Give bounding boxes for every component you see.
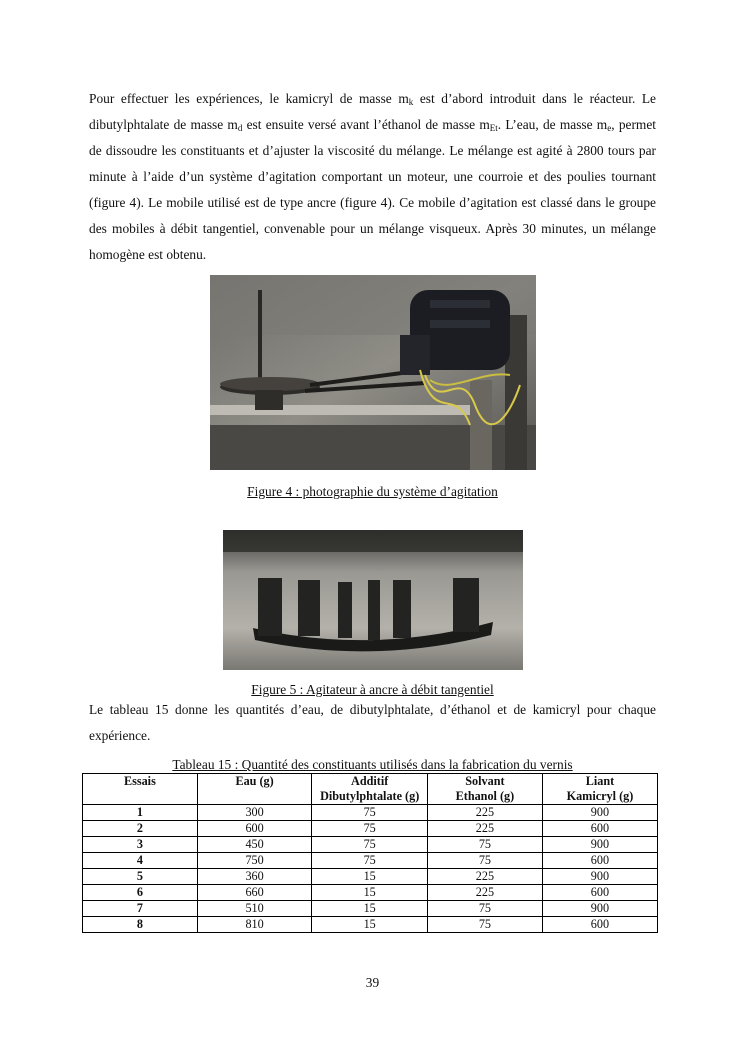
table-cell: 600 [542, 821, 657, 837]
table-cell: 900 [542, 869, 657, 885]
intro-sub-3: Et [489, 123, 498, 133]
agitation-system-photo [210, 275, 536, 470]
table-cell: 15 [312, 901, 428, 917]
table-cell: 75 [427, 853, 542, 869]
figure-4-caption: Figure 4 : photographie du système d’agitation [247, 484, 498, 499]
table-cell: 15 [312, 885, 428, 901]
table-header-row [83, 774, 658, 805]
table-cell: 660 [197, 885, 312, 901]
table-cell: 225 [427, 805, 542, 821]
table-cell: 600 [542, 853, 657, 869]
table-row [83, 869, 658, 885]
intro-sub-2: d [237, 123, 243, 133]
header-solvant [427, 774, 542, 805]
table-cell: 75 [427, 901, 542, 917]
constituents-table [82, 773, 658, 933]
header-kamicryl: Kamicryl (g) [566, 789, 634, 803]
intro-text-2: est d’abord introduit dans le réacteur. Le dibutylphtalate de masse m [89, 91, 656, 132]
table-15-caption: Tableau 15 : Quantité des constituants utilisés dans la fabrication du vernis [172, 757, 573, 772]
header-ethanol: Ethanol (g) [455, 789, 515, 803]
table-cell: 75 [312, 853, 428, 869]
intro-sub-1: k [408, 97, 414, 107]
table-cell: 75 [427, 917, 542, 933]
table-cell: 1 [83, 805, 198, 821]
table-row [83, 917, 658, 933]
table-body [83, 805, 658, 933]
table-cell: 225 [427, 885, 542, 901]
table-cell: 600 [542, 917, 657, 933]
table-cell: 600 [542, 885, 657, 901]
table-row [83, 853, 658, 869]
table-cell: 7 [83, 901, 198, 917]
header-dibutylphtalate: Dibutylphtalate (g) [320, 789, 420, 803]
table-cell: 75 [312, 821, 428, 837]
intro-text-1: Pour effectuer les expériences, le kamicryl de masse m [89, 91, 409, 106]
table-cell: 3 [83, 837, 198, 853]
table-cell: 15 [312, 917, 428, 933]
table-cell: 900 [542, 837, 657, 853]
table-cell: 450 [197, 837, 312, 853]
intro-text-4: . L’eau, de masse m [497, 117, 608, 132]
table-row [83, 837, 658, 853]
table-cell: 75 [427, 837, 542, 853]
table-cell: 2 [83, 821, 198, 837]
table-cell: 75 [312, 805, 428, 821]
table-row [83, 821, 658, 837]
header-solvant-label: Solvant [465, 774, 505, 788]
header-additif [312, 774, 428, 805]
table-cell: 6 [83, 885, 198, 901]
header-eau: Eau (g) [197, 774, 312, 805]
table-row [83, 901, 658, 917]
header-liant [542, 774, 657, 805]
table-cell: 900 [542, 805, 657, 821]
header-liant-label: Liant [585, 774, 615, 788]
table-cell: 4 [83, 853, 198, 869]
page-number: 39 [365, 975, 380, 990]
table-cell: 750 [197, 853, 312, 869]
anchor-agitator-photo [223, 530, 523, 670]
table-cell: 360 [197, 869, 312, 885]
intro-sub-4: e [607, 123, 612, 133]
header-additif-label: Additif [351, 774, 389, 788]
table-cell: 8 [83, 917, 198, 933]
table-cell: 75 [312, 837, 428, 853]
intro-text-5: , permet de dissoudre les constituants et d’ajuster la viscosité du mélange. Le mélange est agité à 2800 tours par minute à l’aide d’un système d’agitation comportant un moteur, une courroie et des poulies tournant (figure 4). Le mobile utilisé est de type ancre (figure 4). Ce mobile d’agitation est classé dans le groupe des mobiles à débit tangentiel, convenable pour un mélange visqueux. Après 30 minutes, un mélange homogène est obtenu. [89, 117, 657, 262]
table-cell: 15 [312, 869, 428, 885]
table-cell: 225 [427, 821, 542, 837]
intro-text-3: est ensuite versé avant l’éthanol de masse m [242, 117, 490, 132]
table-row [83, 885, 658, 901]
table-cell: 600 [197, 821, 312, 837]
table-cell: 810 [197, 917, 312, 933]
header-essais: Essais [83, 774, 198, 805]
table-cell: 510 [197, 901, 312, 917]
intro-paragraph [89, 86, 656, 268]
table-cell: 300 [197, 805, 312, 821]
table-cell: 5 [83, 869, 198, 885]
table-cell: 900 [542, 901, 657, 917]
table-row [83, 805, 658, 821]
table-intro-paragraph: Le tableau 15 donne les quantités d’eau, de dibutylphtalate, d’éthanol et de kamicryl pour chaque expérience. [89, 702, 656, 743]
table-cell: 225 [427, 869, 542, 885]
figure-5-caption: Figure 5 : Agitateur à ancre à débit tangentiel [251, 682, 494, 697]
